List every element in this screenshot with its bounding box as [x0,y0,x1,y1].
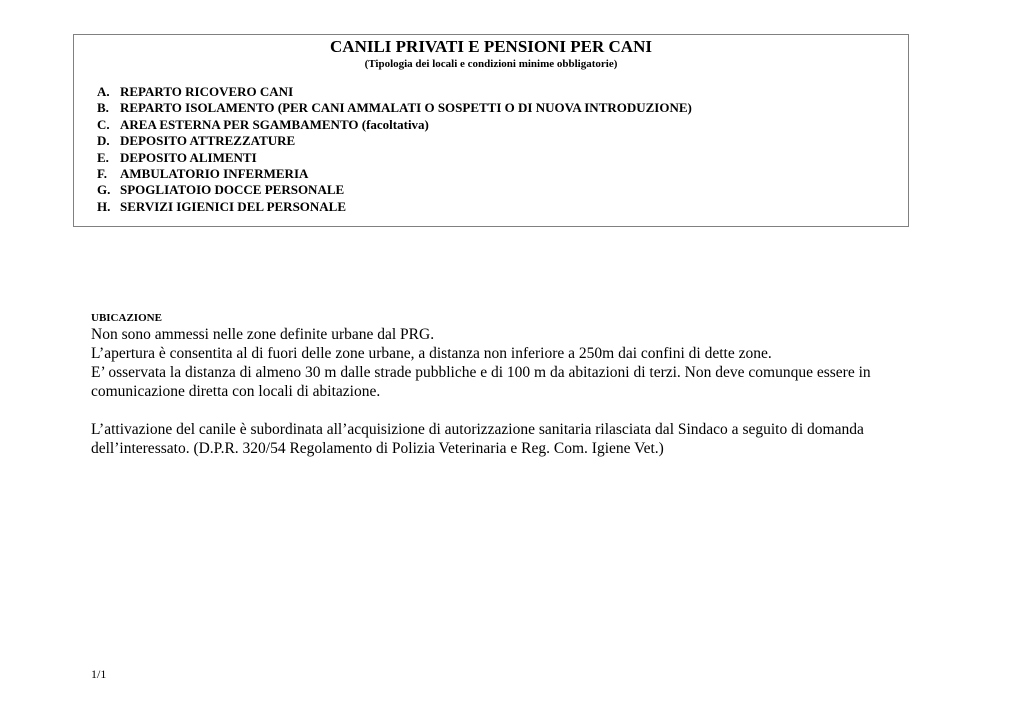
paragraph-urban-zones: Non sono ammessi nelle zone definite urbane dal PRG. [91,326,435,343]
section-text: AMBULATORIO INFERMERIA [120,166,309,182]
section-letter: E. [97,149,109,165]
paragraph-road-distance: E’ osservata la distanza di almeno 30 m dalle strade pubbliche e di 100 m da abitazioni di terzi. Non deve comunque essere in comunicazione diretta con locali di abitazione. [91,364,871,400]
section-item-g [97,182,692,198]
section-text: REPARTO RICOVERO CANI [120,84,294,99]
section-text: AREA ESTERNA PER SGAMBAMENTO (facoltativa) [120,116,429,132]
document-subtitle: (Tipologia dei locali e condizioni minime obbligatorie) [364,58,618,70]
section-item-a [97,84,692,100]
section-item-b [97,100,692,116]
section-item-f [97,166,692,182]
sections-list [97,84,692,215]
section-item-d [97,133,692,149]
section-text: REPARTO ISOLAMENTO (PER CANI AMMALATI O SOSPETTI O DI NUOVA INTRODUZIONE) [120,100,692,116]
section-letter: C. [97,116,110,132]
section-text: DEPOSITO ALIMENTI [120,149,257,165]
section-letter: B. [97,100,109,116]
section-text: DEPOSITO ATTREZZATURE [120,133,296,149]
section-letter: D. [97,133,110,149]
paragraph-authorization: L’attivazione del canile è subordinata all’acquisizione di autorizzazione sanitaria rilasciata dal Sindaco a seguito di domanda dell’interessato. (D.P.R. 320/54 Regolamento di Polizia Veterinaria e Reg. Com. Igiene Vet.) [91,421,864,457]
section-text: SERVIZI IGIENICI DEL PERSONALE [120,198,347,214]
section-text: SPOGLIATOIO DOCCE PERSONALE [120,182,345,198]
header-box [73,34,909,227]
section-letter: H. [97,198,111,214]
section-item-c [97,117,692,133]
paragraph-opening-distance: L’apertura è consentita al di fuori delle zone urbane, a distanza non inferiore a 250m dai confini di dette zone. [91,345,772,362]
page-number: 1/1 [91,667,107,681]
ubicazione-heading: UBICAZIONE [91,312,162,324]
paragraph-spacer [91,401,926,420]
section-item-h [97,199,692,215]
section-letter: A. [97,84,110,99]
ubicazione-body [91,325,926,458]
document-title: CANILI PRIVATI E PENSIONI PER CANI [330,37,652,56]
section-item-e [97,150,692,166]
section-letter: G. [97,182,111,198]
section-letter: F. [97,166,107,182]
